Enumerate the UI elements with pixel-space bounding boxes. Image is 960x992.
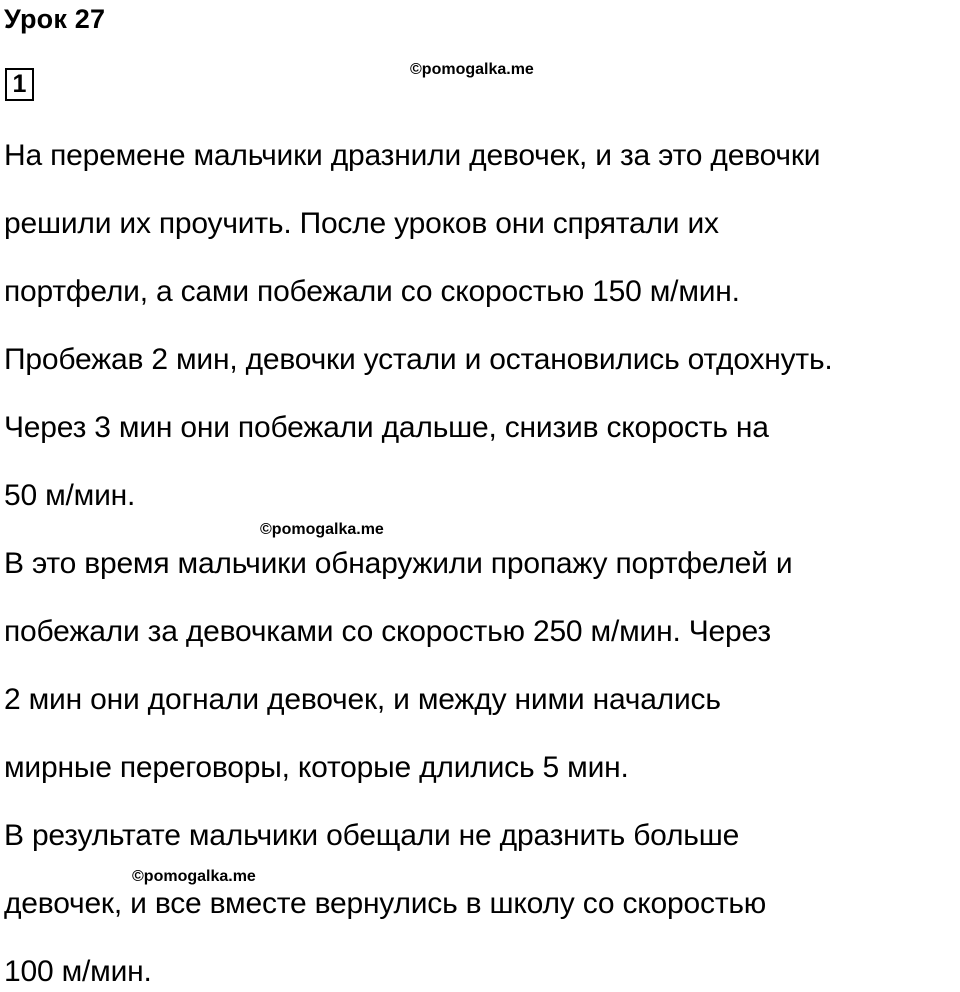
text-line: 100 м/мин.	[4, 955, 152, 988]
text-line: На перемене мальчики дразнили девочек, и за это девочки	[4, 139, 821, 172]
text-line: мирные переговоры, которые длились 5 мин.	[4, 751, 629, 784]
task-number-box: 1	[5, 68, 34, 101]
text-line: В результате мальчики обещали не дразнить больше	[4, 819, 740, 852]
text-line: Пробежав 2 мин, девочки устали и остановились отдохнуть.	[4, 343, 833, 376]
lesson-title: Урок 27	[4, 4, 106, 34]
watermark: ©pomogalka.me	[410, 61, 534, 78]
watermark: ©pomogalka.me	[132, 868, 256, 885]
text-line: решили их проучить. После уроков они спрятали их	[4, 207, 719, 240]
text-line: 2 мин они догнали девочек, и между ними начались	[4, 683, 721, 716]
text-line: Через 3 мин они побежали дальше, снизив скорость на	[4, 411, 769, 444]
text-line: 50 м/мин.	[4, 479, 136, 512]
text-line: портфели, а сами побежали со скоростью 150 м/мин.	[4, 275, 740, 308]
text-line: В это время мальчики обнаружили пропажу портфелей и	[4, 547, 793, 580]
text-line: побежали за девочками со скоростью 250 м/мин. Через	[4, 615, 771, 648]
watermark: ©pomogalka.me	[260, 521, 384, 538]
text-line: девочек, и все вместе вернулись в школу со скоростью	[4, 887, 767, 920]
